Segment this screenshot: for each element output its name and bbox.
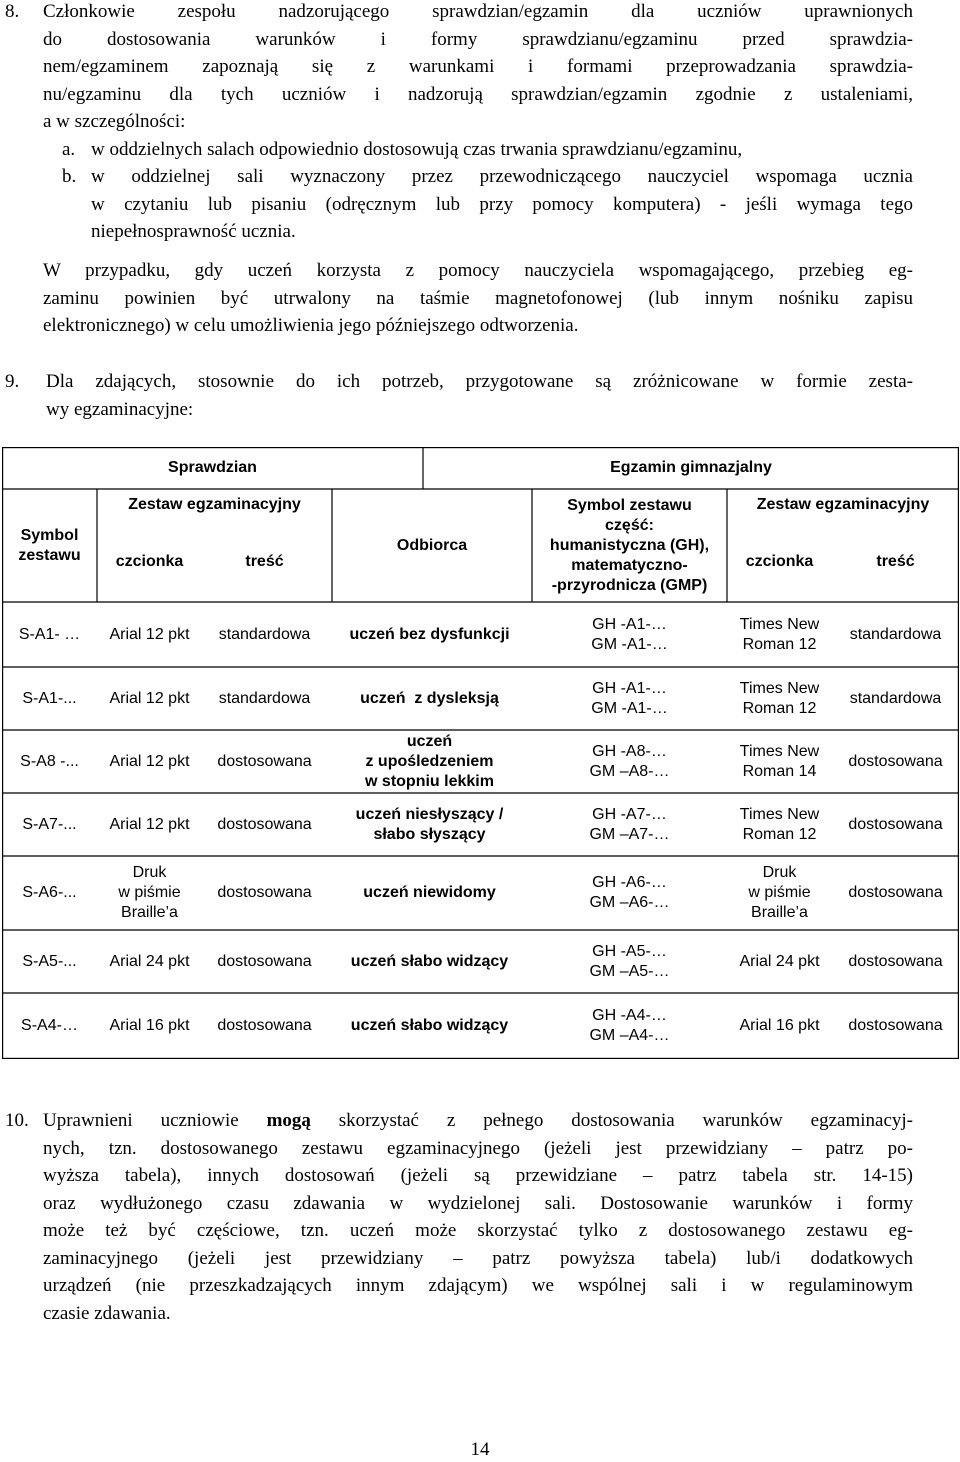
cell-gim-content — [832, 993, 959, 1058]
cell-gim-symbol — [532, 856, 727, 930]
cell-gim-font — [727, 993, 832, 1058]
cell-text: dostosowana — [848, 1016, 943, 1034]
cell-font — [97, 793, 202, 856]
header-text: Symbol — [20, 526, 79, 544]
text-line: w oddzielnej sali wyznaczony przez przewodniczącego nauczyciel wspomaga ucznia — [91, 166, 913, 187]
cell-font — [97, 856, 202, 930]
cell-text: Braille’a — [751, 904, 808, 921]
cell-content — [202, 993, 327, 1058]
cell-text: GM –A4-… — [589, 1026, 670, 1044]
cell-text: uczeń niesłyszący / — [355, 805, 504, 823]
header-zestaw-egzaminacyjny: Zestaw egzaminacyjny — [128, 496, 301, 513]
cell-text: Roman 12 — [742, 699, 817, 717]
cell-text: GM –A7-… — [589, 825, 670, 843]
cell-text: dostosowana — [217, 884, 312, 901]
text-line: w czytaniu lub pisaniu (odręcznym lub przy pomocy komputera) - jeśli wymaga tego — [91, 193, 913, 215]
cell-text: dostosowana — [217, 752, 312, 770]
cell-text: dostosowana — [217, 952, 312, 970]
cell-text: dostosowana — [848, 884, 943, 901]
cell-text: w stopniu lekkim — [365, 772, 494, 790]
text-line — [43, 1107, 913, 1135]
cell-content — [202, 602, 327, 667]
cell-text: standardowa — [849, 625, 942, 643]
cell-gim-symbol — [532, 993, 727, 1058]
cell-recipient — [327, 856, 532, 930]
cell-text: Roman 12 — [742, 825, 817, 843]
cell-text: GM -A1-… — [591, 699, 668, 717]
cell-text: w piśmie — [118, 884, 181, 901]
cell-recipient — [327, 930, 532, 993]
text-run: Uprawnieni uczniowie — [43, 1110, 267, 1131]
page-number: 14 — [470, 1439, 490, 1460]
emphasis-text: mogą — [266, 1110, 311, 1131]
text-line: Członkowie zespołu nadzorującego sprawdzian/egzamin dla uczniów uprawnionych — [43, 1, 913, 22]
exam-sets-table — [2, 447, 959, 1059]
header-text: zestawu — [18, 546, 81, 564]
text-line: wyższa tabela), innych dostosowań (jeżeli są przewidziane – patrz tabela str. 14-15) — [43, 1165, 913, 1186]
cell-text: S-A1- … — [18, 625, 81, 643]
cell-gim-content — [832, 856, 959, 930]
cell-symbol — [2, 856, 97, 930]
cell-text: S-A7-... — [22, 815, 77, 833]
cell-text: standardowa — [218, 689, 311, 707]
cell-text: w piśmie — [748, 884, 811, 901]
cell-content — [202, 793, 327, 856]
cell-recipient — [327, 730, 532, 793]
text-line: może też być częściowe, tzn. uczeń może skorzystać tylko z dostosowanego zestawu eg- — [43, 1220, 913, 1241]
cell-symbol — [2, 602, 97, 667]
cell-gim-content — [832, 730, 959, 793]
header-symbol-zestawu — [2, 489, 97, 602]
text-line: niepełnosprawność ucznia. — [91, 221, 296, 242]
cell-text: Arial 24 pkt — [109, 952, 190, 970]
text-line: zaminu powinien być utrwalony na taśmie magnetofonowej (lub innym nośniku zapisu — [43, 287, 913, 309]
header-text: humanistyczna (GH), — [549, 536, 710, 554]
cell-symbol — [2, 930, 97, 993]
cell-text: GH -A5-… — [592, 942, 667, 960]
header-symbol-zestawu-gim — [532, 489, 727, 602]
header-zestaw-egzaminacyjny-gim: Zestaw egzaminacyjny — [756, 496, 930, 513]
cell-gim-symbol — [532, 667, 727, 730]
cell-recipient — [327, 793, 532, 856]
cell-text: standardowa — [218, 625, 311, 643]
cell-content — [202, 730, 327, 793]
cell-text: dostosowana — [217, 1016, 312, 1034]
cell-recipient — [327, 602, 532, 667]
text-line: nem/egzaminem zapoznają się z warunkami i formami przeprowadzania sprawdzia- — [43, 56, 913, 77]
list-item-label: b. — [62, 166, 77, 187]
cell-text: Times New — [739, 742, 820, 760]
text-line: elektronicznego) w celu umożliwienia jego późniejszego odtworzenia. — [43, 315, 579, 336]
list-item-a — [62, 136, 913, 164]
section-10-number: 10. — [5, 1110, 29, 1131]
cell-content — [202, 930, 327, 993]
cell-content — [202, 667, 327, 730]
section-8-number: 8. — [5, 1, 20, 22]
cell-text: GM –A5-… — [589, 962, 670, 980]
cell-gim-content — [832, 793, 959, 856]
text-line: nu/egzaminu dla tych uczniów i nadzorują sprawdzian/egzamin zgodnie z ustaleniami, — [43, 83, 913, 105]
cell-text: uczeń niewidomy — [363, 884, 496, 901]
cell-text: GH -A6-… — [592, 874, 667, 891]
cell-recipient — [327, 667, 532, 730]
header-text: -przyrodnicza (GMP) — [551, 576, 708, 594]
cell-text: GH -A1-… — [592, 679, 667, 697]
cell-text: uczeń słabo widzący — [350, 952, 509, 970]
list-item-text: w oddzielnych salach odpowiednio dostosowują czas trwania sprawdzianu/egzaminu, — [91, 138, 743, 160]
cell-font — [97, 602, 202, 667]
cell-symbol — [2, 730, 97, 793]
cell-text: Arial 16 pkt — [739, 1016, 820, 1034]
cell-font — [97, 730, 202, 793]
cell-text: Arial 12 pkt — [109, 689, 190, 707]
text-line: urządzeń (nie przeszkadzających innym zdającym) we wspólnej sali i w regulaminowym — [43, 1275, 913, 1296]
cell-gim-symbol — [532, 602, 727, 667]
cell-font — [97, 993, 202, 1058]
text-line: oraz wydłużonego czasu zdawania w wydzielonej sali. Dostosowanie warunków i formy — [43, 1192, 913, 1214]
cell-text: GM –A6-… — [589, 894, 670, 911]
cell-text: dostosowana — [848, 752, 943, 770]
cell-text: Braille’a — [121, 904, 178, 921]
cell-gim-content — [832, 602, 959, 667]
list-item-label: a. — [62, 138, 76, 160]
cell-text: z upośledzeniem — [365, 752, 494, 770]
cell-gim-font — [727, 730, 832, 793]
cell-text: Arial 12 pkt — [109, 752, 190, 770]
text-line: wy egzaminacyjne: — [46, 398, 194, 420]
cell-gim-symbol — [532, 793, 727, 856]
cell-text: S-A1-... — [22, 689, 77, 707]
cell-text: dostosowana — [217, 815, 312, 833]
header-czcionka-gim: czcionka — [745, 553, 814, 570]
cell-text: S-A4-… — [21, 1016, 78, 1034]
cell-gim-font — [727, 930, 832, 993]
cell-gim-font — [727, 602, 832, 667]
text-line: nych, tzn. dostosowanego zestawu egzaminacyjnego (jeżeli jest przewidziany – patrz po- — [43, 1137, 913, 1159]
cell-recipient — [327, 993, 532, 1058]
cell-text: GH -A4-… — [592, 1006, 667, 1024]
cell-text: uczeń bez dysfunkcji — [349, 625, 510, 643]
cell-text: dostosowana — [848, 952, 943, 970]
header-tresc-gim: treść — [876, 553, 915, 570]
cell-text: Druk — [762, 864, 797, 881]
cell-gim-symbol — [532, 930, 727, 993]
text-line: czasie zdawania. — [43, 1302, 171, 1324]
cell-text: GM -A1-… — [591, 635, 668, 653]
header-text: część: — [605, 516, 654, 534]
cell-text: dostosowana — [848, 815, 943, 833]
cell-text: S-A6-... — [22, 884, 77, 901]
cell-text: Roman 12 — [742, 635, 817, 653]
cell-symbol — [2, 793, 97, 856]
cell-symbol — [2, 993, 97, 1058]
cell-text: GH -A8-… — [592, 742, 667, 760]
header-sprawdzian: Sprawdzian — [168, 459, 257, 476]
text-line: do dostosowania warunków i formy sprawdzianu/egzaminu przed sprawdzia- — [43, 28, 913, 50]
header-text: Symbol zestawu — [567, 496, 692, 514]
section-9-number: 9. — [5, 371, 20, 392]
cell-text: Times New — [739, 805, 820, 823]
text-line: a w szczególności: — [43, 111, 186, 132]
cell-gim-content — [832, 930, 959, 993]
header-egzamin-gimnazjalny: Egzamin gimnazjalny — [610, 459, 772, 476]
cell-content — [202, 856, 327, 930]
cell-text: uczeń słabo widzący — [350, 1016, 509, 1034]
cell-font — [97, 667, 202, 730]
cell-text: GH -A1-… — [592, 615, 667, 633]
text-line: W przypadku, gdy uczeń korzysta z pomocy nauczyciela wspomagającego, przebieg eg- — [43, 260, 913, 281]
cell-text: Arial 16 pkt — [109, 1016, 190, 1034]
cell-text: Times New — [739, 679, 820, 697]
cell-text: uczeń z dysleksją — [360, 689, 499, 707]
cell-text: S-A8 -... — [20, 752, 79, 770]
cell-text: S-A5-... — [22, 952, 77, 970]
header-czcionka: czcionka — [115, 553, 184, 570]
text-line: zaminacyjnego (jeżeli jest przewidziany – patrz powyższa tabela) lub/i dodatkowych — [43, 1247, 913, 1269]
header-odbiorca: Odbiorca — [396, 536, 468, 554]
header-text: matematyczno- — [571, 556, 688, 574]
text-run: skorzystać z pełnego dostosowania warunków egzaminacyj- — [310, 1110, 913, 1131]
header-tresc: treść — [245, 553, 284, 570]
cell-gim-content — [832, 667, 959, 730]
cell-font — [97, 930, 202, 993]
cell-text: Roman 14 — [742, 762, 817, 780]
cell-text: Druk — [132, 864, 167, 881]
cell-gim-font — [727, 856, 832, 930]
cell-gim-symbol — [532, 730, 727, 793]
cell-text: uczeń — [406, 732, 453, 750]
cell-text: Arial 12 pkt — [109, 625, 190, 643]
cell-gim-font — [727, 793, 832, 856]
cell-text: Arial 24 pkt — [739, 952, 820, 970]
cell-text: słabo słyszący — [373, 825, 486, 843]
cell-text: GM –A8-… — [589, 762, 670, 780]
cell-text: Arial 12 pkt — [109, 815, 190, 833]
cell-symbol — [2, 667, 97, 730]
cell-text: Times New — [739, 615, 820, 633]
cell-gim-font — [727, 667, 832, 730]
cell-text: GH -A7-… — [592, 805, 667, 823]
text-line: Dla zdających, stosownie do ich potrzeb, przygotowane są zróżnicowane w formie zesta- — [46, 371, 913, 392]
cell-text: standardowa — [849, 689, 942, 707]
